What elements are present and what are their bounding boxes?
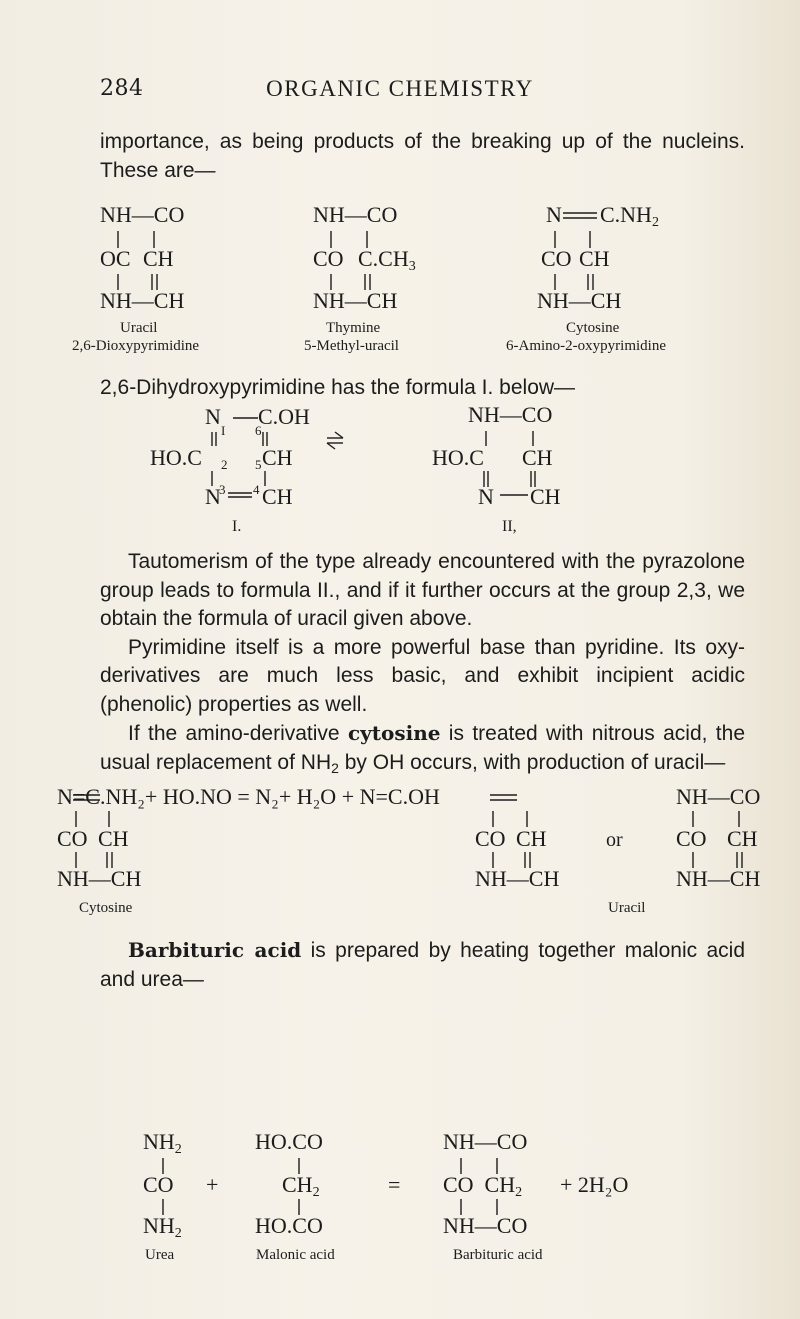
uracil-top: NH—CO <box>100 202 185 227</box>
cytosine-caption: Cytosine <box>566 320 620 336</box>
eq2-urea-caption: Urea <box>145 1247 175 1263</box>
formula-I-n1: N <box>205 404 221 429</box>
running-title: ORGANIC CHEMISTRY <box>266 76 534 101</box>
pyrimidine-paragraph: Pyrimidine itself is a more powerful base than pyridine. Its oxy-derivatives are much less basic, and exhibit incipient acidic (phenolic) properties as well. <box>100 635 745 716</box>
tautomerism-paragraph: Tautomerism of the type already encountered with the pyrazolone group leads to formula II., and if it further occurs at the group 2,3, we obtain the formula of uracil given above. <box>100 550 745 630</box>
formula-I-c4: CH <box>262 484 293 509</box>
formula-I-num3: 3 <box>219 482 226 497</box>
malonic-mid: $CH_2$ <box>282 1172 320 1200</box>
barbituric-mid: CO $CH_2$ <box>443 1172 523 1200</box>
barbituric-bottom: NH—CO <box>443 1213 528 1238</box>
eq1-uracil-caption: Uracil <box>608 900 646 916</box>
eq1-cytosine-caption: Cytosine <box>79 900 133 916</box>
formula-I-num4: 4 <box>253 482 260 497</box>
formula-I-num5: 5 <box>255 457 262 472</box>
uracil-caption: Uracil <box>120 320 158 336</box>
cytosine-paragraph: If the amino-derivative cytosine is treated with nitrous acid, the usual replacement of $NH_2$ by OH occurs, with production of uracil— <box>100 721 745 776</box>
thymine-mid-right: $C.CH_3$ <box>358 246 416 274</box>
eq1-cytosine-bottom: NH—CH <box>57 866 142 891</box>
thymine-caption: Thymine <box>326 320 381 336</box>
eq2-barbituric-caption: Barbituric acid <box>453 1247 543 1263</box>
cytosine-top-right: $C.NH_2$ <box>600 202 659 230</box>
urea-top: $NH_2$ <box>143 1129 182 1157</box>
formula-II-top: NH—CO <box>468 402 553 427</box>
cytosine-mid-left: CO <box>541 246 572 271</box>
uracil-keto-top: NH—CO <box>676 784 761 809</box>
urea-bottom: $NH_2$ <box>143 1213 182 1241</box>
malonic-top: HO.CO <box>255 1129 323 1154</box>
formula-II-n: N <box>478 484 494 509</box>
thymine-bottom: NH—CH <box>313 288 398 313</box>
formula-I-c5: CH <box>262 445 293 470</box>
eq1-uracil-mid-right: CH <box>516 826 547 851</box>
intro-paragraph: importance, as being products of the breaking up of the nucleins. These are— <box>100 130 745 182</box>
formula-II-ch2: CH <box>530 484 561 509</box>
eq2-water: + 2H₂O <box>560 1172 629 1197</box>
cytosine-systematic: 6-Amino-2-oxypyrimidine <box>506 338 666 354</box>
formula-I-label: I. <box>232 518 242 535</box>
eq1-keto-mid-right: CH <box>727 826 758 851</box>
formula-I-num6: 6 <box>255 423 262 438</box>
eq1-uracil-bottom: NH—CH <box>475 866 560 891</box>
eq1-or: or <box>606 829 623 851</box>
formula-I-n3: N <box>205 484 221 509</box>
equation-1-line: N=C.NH₂+ HO.NO = N₂+ H₂O + N=C.OH <box>57 784 440 809</box>
eq2-plus: + <box>206 1172 219 1197</box>
eq2-malonic-caption: Malonic acid <box>256 1247 335 1263</box>
eq1-cytosine-mid-left: CO <box>57 826 88 851</box>
barbituric-paragraph: Barbituric acid is prepared by heating together malonic acid and urea— <box>100 938 745 991</box>
uracil-mid-right: CH <box>143 246 174 271</box>
eq1-keto-bottom: NH—CH <box>676 866 761 891</box>
formula-II-ch: CH <box>522 445 553 470</box>
eq1-keto-mid-left: CO <box>676 826 707 851</box>
page-number: 284 <box>100 76 144 101</box>
eq1-cytosine-mid-right: CH <box>98 826 129 851</box>
formula-II-label: II, <box>502 518 517 535</box>
uracil-mid-left: OC <box>100 246 131 271</box>
uracil-systematic: 2,6-Dioxypyrimidine <box>72 338 200 354</box>
barbituric-top: NH—CO <box>443 1129 528 1154</box>
thymine-systematic: 5-Methyl-uracil <box>304 338 399 354</box>
formula-I-num2: 2 <box>221 457 228 472</box>
formula-II-ho: HO.C <box>432 445 484 470</box>
malonic-bottom: HO.CO <box>255 1213 323 1238</box>
formula-I-intro: 2,6-Dihydroxypyrimidine has the formula I. below— <box>100 376 576 399</box>
eq1-uracil-mid-left: CO <box>475 826 506 851</box>
cytosine-top-left: N <box>546 202 562 227</box>
uracil-bottom: NH—CH <box>100 288 185 313</box>
formula-I-ho: HO.C <box>150 445 202 470</box>
cytosine-bottom: NH—CH <box>537 288 622 313</box>
cytosine-mid-right: CH <box>579 246 610 271</box>
formula-I-num1: I <box>221 423 226 438</box>
urea-mid: CO <box>143 1172 174 1197</box>
thymine-mid-left: CO <box>313 246 344 271</box>
body-paragraphs <box>100 548 745 777</box>
thymine-top: NH—CO <box>313 202 398 227</box>
formula-I-c6: C.OH <box>258 404 310 429</box>
eq2-equals: = <box>388 1172 401 1197</box>
